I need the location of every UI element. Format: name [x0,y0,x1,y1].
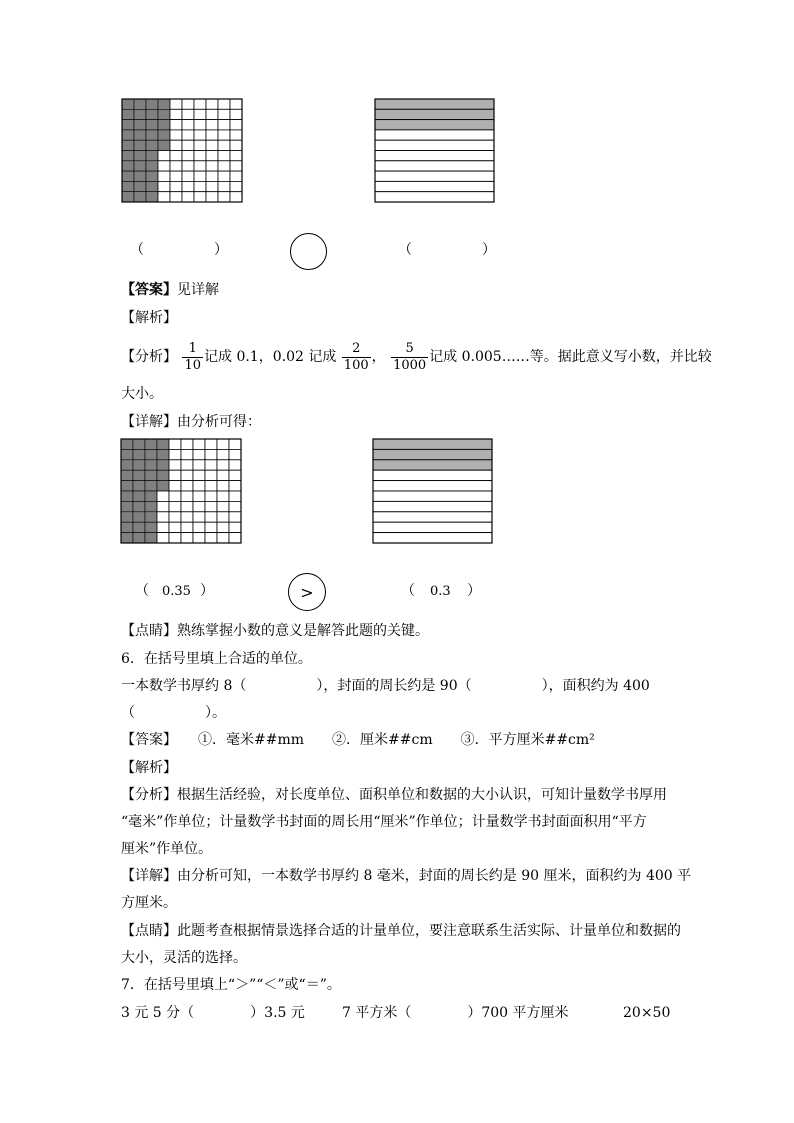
q6-xiangjie-tag: 【详解】 [121,868,177,884]
q6-fenxi-tag: 【分析】 [121,787,177,803]
answer-text: 见详解 [177,282,219,298]
q6-line-2: （ ）。 [121,705,226,721]
grid-cell-shaded [121,522,133,532]
grid-cell-shaded [145,512,157,522]
grid-cell [194,99,206,109]
grid-cell [217,533,229,543]
grid-cell [205,501,217,511]
grid-cell [194,120,206,130]
strip-shaded [373,439,492,449]
answer-line [121,280,219,300]
paren-close-right: ） [467,583,481,599]
strip [373,533,492,543]
grid-cell [158,161,170,171]
grid-cell-shaded [121,501,133,511]
tenths-strip-figure-answer [372,438,493,544]
grid-cell [170,140,182,150]
strip-shaded [375,109,494,119]
grid-cell [181,439,193,449]
jiexi-tag: 【解析】 [121,310,177,326]
q6-dianjing-tag: 【点睛】 [121,923,177,939]
grid-cell [206,181,218,191]
paren-close-left: ） [200,583,214,599]
strip-shaded [373,460,492,470]
grid-cell [182,171,194,181]
grid-cell [193,460,205,470]
grid-cell [194,130,206,140]
grid-cell [218,192,230,202]
grid-cell [206,120,218,130]
fenxi-tag: 【分析】 [121,349,177,365]
grid-cell [217,512,229,522]
answer-value-right: 0.3 [430,584,451,599]
grid-cell [230,171,242,181]
q6-answer-text: ①．毫米##mm ②．厘米##cm ③．平方厘米##cm² [170,732,595,748]
grid-cell-shaded [121,533,133,543]
grid-cell [205,533,217,543]
q6-dianjing-text: 此题考查根据情景选择合适的计量单位，要注意联系生活实际、计量单位和数据的 [177,923,681,939]
strip [375,151,494,161]
grid-cell [229,491,241,501]
grid-cell [170,171,182,181]
grid-cell [181,512,193,522]
grid-cell [205,470,217,480]
grid-cell-shaded [145,481,157,491]
strip [373,522,492,532]
grid-cell-shaded [146,130,158,140]
grid-cell [205,481,217,491]
grid-cell-shaded [122,181,134,191]
grid-cell [230,109,242,119]
grid-cell-shaded [122,161,134,171]
grid-cell [229,439,241,449]
strip [373,491,492,501]
fraction-denominator: 100 [343,357,369,373]
fraction-numerator: 5 [391,341,428,358]
grid-cell [217,470,229,480]
grid-cell [193,470,205,480]
grid-cell-shaded [145,533,157,543]
grid-cell-shaded [134,120,146,130]
grid-cell [182,99,194,109]
grid-cell [229,501,241,511]
q6-fenxi-line-3: 厘米”作单位。 [121,841,213,857]
grid-cell-shaded [157,449,169,459]
q7-item-3: 20×50 [623,1005,671,1021]
grid-cell [182,130,194,140]
strip [375,140,494,150]
grid-cell [229,470,241,480]
fenxi-line-2: 大小。 [121,386,163,402]
grid-cell [218,181,230,191]
grid-cell-shaded [122,140,134,150]
grid-cell [169,512,181,522]
grid-cell [182,181,194,191]
fraction-numerator: 2 [342,341,371,358]
grid-cell [217,481,229,491]
grid-cell-shaded [158,109,170,119]
grid-cell [230,130,242,140]
grid-cell-shaded [146,99,158,109]
grid-cell [157,512,169,522]
hundred-grid-figure-answer [120,438,242,544]
strip [375,171,494,181]
grid-cell [193,449,205,459]
dianjing-tag: 【点睛】 [121,623,177,639]
grid-cell [229,522,241,532]
grid-cell-shaded [146,171,158,181]
q6-xiangjie-text: 由分析可知，一本数学书厚约 8 毫米，封面的周长约是 90 厘米，面积约为 400 平 [177,868,692,884]
dianjing-text: 熟练掌握小数的意义是解答此题的关键。 [177,623,429,639]
grid-cell-shaded [145,439,157,449]
q7-item-2: 7 平方米（ ）700 平方厘米 [342,1005,569,1021]
grid-cell [205,460,217,470]
grid-cell [158,151,170,161]
strip [375,181,494,191]
grid-cell [205,439,217,449]
grid-cell-shaded [122,171,134,181]
grid-cell-shaded [158,140,170,150]
grid-cell-shaded [134,171,146,181]
grid-cell [229,449,241,459]
q7-title: 7．在括号里填上“＞”“＜”或“＝”。 [121,977,341,993]
paren-open-left: （ [135,583,149,599]
grid-cell-shaded [157,460,169,470]
grid-cell-shaded [158,130,170,140]
grid-cell [181,481,193,491]
grid-cell-shaded [146,140,158,150]
grid-cell [218,140,230,150]
grid-cell-shaded [133,522,145,532]
grid-cell [229,481,241,491]
grid-cell-shaded [134,109,146,119]
grid-cell [157,522,169,532]
grid-cell [206,140,218,150]
grid-cell [206,109,218,119]
grid-cell-shaded [133,481,145,491]
grid-cell [157,533,169,543]
grid-cell-shaded [121,460,133,470]
grid-cell-shaded [122,192,134,202]
q6-answer-tag: 【答案】 [121,732,170,748]
grid-cell [182,109,194,119]
grid-cell [169,501,181,511]
blank-right[interactable]: （ ） [398,242,496,258]
fraction-numerator: 1 [182,341,203,358]
grid-cell [218,130,230,140]
grid-cell [193,491,205,501]
strip-shaded [375,99,494,109]
q7-item-1: 3 元 5 分（ ）3.5 元 [121,1005,305,1021]
grid-cell-shaded [146,120,158,130]
grid-cell [194,140,206,150]
grid-cell [217,522,229,532]
fraction-denominator: 10 [184,357,201,373]
grid-cell-shaded [134,192,146,202]
grid-cell-shaded [157,470,169,480]
answer-tag: 【答案】 [121,282,177,298]
fraction-2-100 [342,341,371,374]
grid-cell-shaded [133,491,145,501]
grid-cell-shaded [121,470,133,480]
grid-cell [181,533,193,543]
grid-cell [206,192,218,202]
grid-cell [169,533,181,543]
grid-cell-shaded [145,491,157,501]
grid-cell-shaded [134,130,146,140]
grid-cell [218,109,230,119]
grid-cell [217,460,229,470]
strip [373,481,492,491]
grid-cell [206,99,218,109]
grid-cell [218,120,230,130]
fraction-5-1000 [391,341,428,374]
grid-cell [170,161,182,171]
grid-cell [217,501,229,511]
grid-cell [218,151,230,161]
strip [375,192,494,202]
grid-cell [157,501,169,511]
grid-cell [169,470,181,480]
grid-cell [158,192,170,202]
grid-cell [169,481,181,491]
grid-cell-shaded [122,130,134,140]
grid-cell [206,130,218,140]
grid-cell [217,491,229,501]
xiangjie-line [121,412,261,432]
grid-cell [182,120,194,130]
grid-cell [169,522,181,532]
grid-cell [229,460,241,470]
grid-cell-shaded [145,460,157,470]
grid-cell [230,120,242,130]
grid-cell [230,181,242,191]
grid-cell [218,161,230,171]
grid-cell-shaded [158,99,170,109]
grid-cell-shaded [121,491,133,501]
grid-cell-shaded [157,481,169,491]
grid-cell [157,491,169,501]
grid-cell [229,512,241,522]
grid-cell [170,130,182,140]
strip [375,161,494,171]
grid-cell [194,181,206,191]
grid-cell [181,460,193,470]
grid-cell [205,491,217,501]
grid-cell [206,171,218,181]
q6-fenxi-text: 根据生活经验，对长度单位、面积单位和数据的大小认识，可知计量数学书厚用 [177,787,667,803]
xiangjie-text: 由分析可得： [177,414,261,430]
grid-cell [206,151,218,161]
grid-cell [230,99,242,109]
grid-cell-shaded [134,161,146,171]
hundred-grid-figure [121,98,243,203]
grid-cell-shaded [133,470,145,480]
grid-cell [169,439,181,449]
grid-cell-shaded [121,449,133,459]
grid-cell-shaded [158,120,170,130]
grid-cell [230,151,242,161]
grid-cell-shaded [134,151,146,161]
grid-cell-shaded [133,533,145,543]
answer-value-left: 0.35 [162,584,191,599]
grid-cell [230,140,242,150]
grid-cell-shaded [157,439,169,449]
strip [373,470,492,480]
grid-cell-shaded [145,470,157,480]
fenxi-text-1: 记成 0.1，0.02 记成 [204,349,337,365]
grid-cell [170,99,182,109]
blank-left[interactable]: （ ） [130,242,228,258]
grid-cell [169,491,181,501]
grid-cell [170,109,182,119]
fraction-denominator: 1000 [393,357,427,373]
q6-line-1: 一本数学书厚约 8（ ），封面的周长约是 90（ ），面积约为 400 [121,678,650,694]
paren-open-right: （ [401,583,415,599]
grid-cell [170,151,182,161]
grid-cell-shaded [146,161,158,171]
comparison-circle-empty[interactable] [290,233,327,270]
strip-shaded [373,449,492,459]
grid-cell [193,439,205,449]
grid-cell-shaded [121,439,133,449]
grid-cell [193,512,205,522]
grid-cell-shaded [145,501,157,511]
strip [375,130,494,140]
grid-cell [194,109,206,119]
grid-cell-shaded [133,512,145,522]
grid-cell [217,439,229,449]
grid-cell [218,99,230,109]
grid-cell [217,449,229,459]
grid-cell [181,449,193,459]
grid-cell [230,192,242,202]
grid-cell-shaded [121,512,133,522]
grid-cell [181,470,193,480]
grid-cell-shaded [133,449,145,459]
grid-cell [182,161,194,171]
fenxi-text-3: 记成 0.005……等。据此意义写小数，并比较 [429,349,712,365]
grid-cell [193,533,205,543]
grid-cell [169,449,181,459]
grid-cell [193,501,205,511]
strip-shaded [375,120,494,130]
grid-cell-shaded [122,120,134,130]
grid-cell [229,533,241,543]
q6-answer-line [121,730,595,750]
grid-cell [194,171,206,181]
grid-cell-shaded [121,481,133,491]
grid-cell-shaded [145,522,157,532]
grid-cell [205,512,217,522]
grid-cell-shaded [146,109,158,119]
fenxi-line [121,340,712,374]
grid-cell-shaded [145,449,157,459]
q6-title: 6．在括号里填上合适的单位。 [121,651,312,667]
grid-cell-shaded [146,181,158,191]
grid-cell [158,171,170,181]
grid-cell [194,192,206,202]
fenxi-text-2: ， [371,349,386,365]
grid-cell-shaded [122,99,134,109]
q6-fenxi-line-1 [121,785,667,805]
grid-cell-shaded [146,151,158,161]
grid-cell-shaded [122,109,134,119]
comparison-circle-answer: > [288,573,326,611]
strip [373,501,492,511]
grid-cell [205,449,217,459]
strip [373,512,492,522]
grid-cell-shaded [133,460,145,470]
dianjing-line [121,621,429,641]
q6-xiangjie-line-1 [121,866,691,886]
grid-cell-shaded [134,99,146,109]
q6-dianjing-line-1 [121,921,681,941]
grid-cell [206,161,218,171]
grid-cell [170,192,182,202]
grid-cell-shaded [122,151,134,161]
grid-cell-shaded [133,439,145,449]
grid-cell [193,481,205,491]
q6-fenxi-line-2: “毫米”作单位；计量数学书封面的周长用“厘米”作单位；计量数学书封面面积用“平方 [121,814,647,830]
grid-cell-shaded [133,501,145,511]
grid-cell [158,181,170,191]
grid-cell [182,140,194,150]
grid-cell [169,460,181,470]
grid-cell [230,161,242,171]
grid-cell [170,120,182,130]
tenths-strip-figure [374,98,495,203]
grid-cell [194,161,206,171]
fraction-1-10 [182,341,203,374]
grid-cell [194,151,206,161]
grid-cell [170,181,182,191]
grid-cell-shaded [146,192,158,202]
grid-cell-shaded [134,140,146,150]
xiangjie-tag: 【详解】 [121,414,177,430]
q6-xiangjie-line-2: 方厘米。 [121,895,177,911]
grid-cell [182,151,194,161]
q6-dianjing-line-2: 大小，灵活的选择。 [121,950,247,966]
grid-cell [218,171,230,181]
grid-cell [193,522,205,532]
grid-cell [182,192,194,202]
grid-cell [181,522,193,532]
grid-cell-shaded [134,181,146,191]
grid-cell [181,501,193,511]
grid-cell [205,522,217,532]
q6-jiexi-tag: 【解析】 [121,760,177,776]
grid-cell [181,491,193,501]
